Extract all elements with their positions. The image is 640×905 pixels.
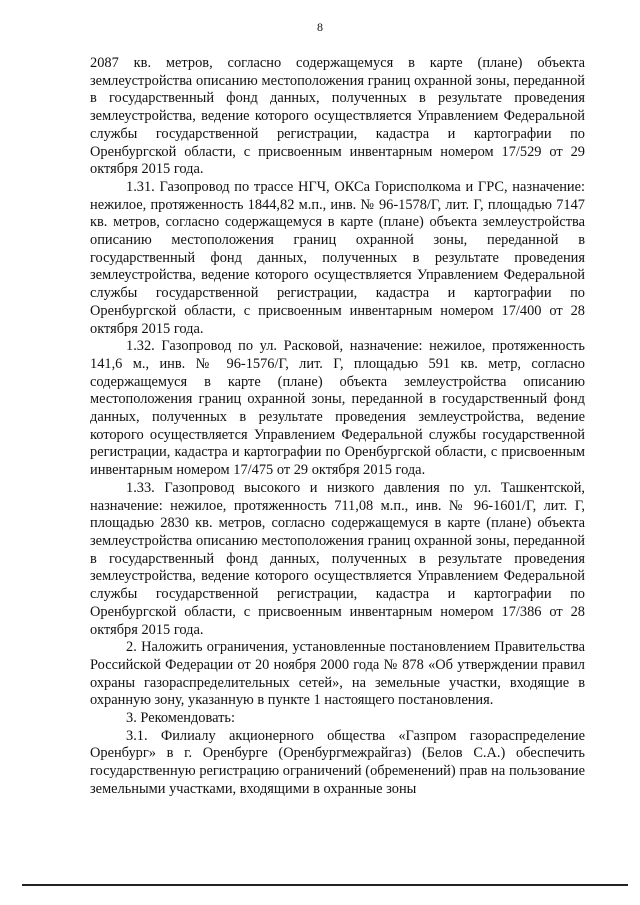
footer-rule: [22, 884, 628, 886]
paragraph-item-1-31: 1.31. Газопровод по трассе НГЧ, ОКСа Горисполкома и ГРС, назначение: нежилое, протяженность 1844,82 м.п., инв. № 96-1578/Г, лит. Г, площадью 7147 кв. метров, согласно содержащемуся в карте (плане) объекта землеустройства описанию местоположения границ охранной зоны, переданной в государственный фонд данных, полученных в результате проведения землеустройства, ведение которого осуществляется Управлением Федеральной службы государственной регистрации, кадастра и картографии по Оренбургской области, с присвоенным инвентарным номером 17/400 от 28 октября 2015 года.: [90, 178, 585, 337]
paragraph-continuation: 2087 кв. метров, согласно содержащемуся в карте (плане) объекта землеустройства описанию местоположения границ охранной зоны, переданной в государственный фонд данных, полученных в результате проведения землеустройства, ведение которого осуществляется Управлением Федеральной службы государственной регистрации, кадастра и картографии по Оренбургской области, с присвоенным инвентарным номером 17/529 от 29 октября 2015 года.: [90, 55, 585, 178]
paragraph-item-2: 2. Наложить ограничения, установленные постановлением Правительства Российской Федерации от 20 ноября 2000 года № 878 «Об утверждении правил охраны газораспределительных сетей», на земельные участки, входящие в охранную зону, указанную в пункте 1 настоящего постановления.: [90, 639, 585, 709]
paragraph-item-3-1: 3.1. Филиалу акционерного общества «Газпром газораспределение Оренбург» в г. Оренбурге (Оренбургмежрайгаз) (Белов С.А.) обеспечить государственную регистрацию ограничений (обременений) прав на пользование земельными участками, входящими в охранные зоны: [90, 727, 585, 797]
document-body: [90, 55, 585, 799]
paragraph-item-3: 3. Рекомендовать:: [126, 710, 235, 727]
page-number: 8: [317, 20, 323, 34]
paragraph-item-1-32: 1.32. Газопровод по ул. Расковой, назначение: нежилое, протяженность 141,6 м., инв. № 96-1576/Г, лит. Г, площадью 591 кв. метр, согласно содержащемуся в карте (плане) объекта землеустройства описанию местоположения границ охранной зоны, переданной в государственный фонд данных, полученных в результате проведения землеустройства, ведение которого осуществляется Управлением Федеральной службы государственной регистрации, кадастра и картографии по Оренбургской области, с присвоенным инвентарным номером 17/475 от 29 октября 2015 года.: [90, 338, 585, 479]
paragraph-item-1-33: 1.33. Газопровод высокого и низкого давления по ул. Ташкентской, назначение: нежилое, протяженность 711,08 м.п., инв. № 96-1601/Г, лит. Г, площадью 2830 кв. метров, согласно содержащемуся в карте (плане) объекта землеустройства описанию местоположения границ охранной зоны, переданной в государственный фонд данных, полученных в результате проведения землеустройства, ведение которого осуществляется Управлением Федеральной службы государственной регистрации, кадастра и картографии по Оренбургской области, с присвоенным инвентарным номером 17/386 от 28 октября 2015 года.: [90, 479, 585, 638]
